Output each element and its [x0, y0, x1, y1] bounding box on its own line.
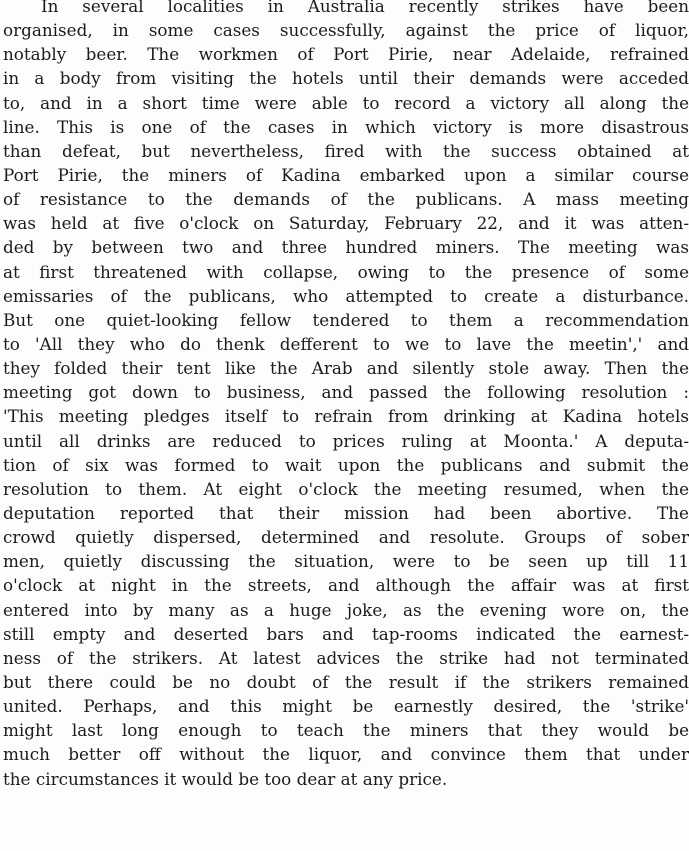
- text-line: to, and in a short time were able to record a victory all along the: [3, 92, 689, 113]
- text-line: they folded their tent like the Arab and silently stole away. Then the: [3, 358, 689, 379]
- text-line: to 'All they who do thenk defferent to we to lave the meetin',' and: [3, 333, 689, 354]
- text-line: the circumstances it would be too dear at any price.: [3, 768, 448, 789]
- text-line: notably beer. The workmen of Port Pirie, near Adelaide, refrained: [3, 44, 689, 65]
- text-line: united. Perhaps, and this might be earnestly desired, the 'strike': [3, 696, 689, 717]
- text-line: In several localities in Australia recently strikes have been: [41, 0, 689, 16]
- text-line: but there could be no doubt of the result if the strikers remained: [3, 671, 689, 692]
- text-line: men, quietly discussing the situation, were to be seen up till 11: [3, 551, 689, 572]
- text-line: deputation reported that their mission had been abortive. The: [3, 502, 689, 523]
- text-line: was held at five o'clock on Saturday, February 22, and it was atten-: [3, 213, 689, 234]
- text-line: o'clock at night in the streets, and although the affair was at first: [3, 575, 689, 596]
- text-line: But one quiet-looking fellow tendered to them a recommendation: [3, 309, 689, 330]
- text-line: tion of six was formed to wait upon the publicans and submit the: [3, 454, 689, 475]
- text-line: in a body from visiting the hotels until their demands were acceded: [3, 68, 689, 89]
- text-line: ded by between two and three hundred miners. The meeting was: [3, 237, 689, 258]
- text-line: Port Pirie, the miners of Kadina embarked upon a similar course: [3, 164, 689, 185]
- text-line: ness of the strikers. At latest advices the strike had not terminated: [3, 647, 689, 668]
- text-line: crowd quietly dispersed, determined and resolute. Groups of sober: [3, 527, 689, 548]
- text-line: of resistance to the demands of the publicans. A mass meeting: [3, 189, 689, 210]
- text-line: organised, in some cases successfully, against the price of liquor,: [3, 20, 689, 41]
- text-line: meeting got down to business, and passed the following resolution :: [3, 382, 689, 403]
- text-line: 'This meeting pledges itself to refrain from drinking at Kadina hotels: [3, 406, 689, 427]
- text-line: at first threatened with collapse, owing to the presence of some: [3, 261, 689, 282]
- article-paragraph: [3, 0, 689, 791]
- text-line: than defeat, but nevertheless, fired with the success obtained at: [3, 140, 689, 161]
- text-line: resolution to them. At eight o'clock the meeting resumed, when the: [3, 478, 689, 499]
- text-line: entered into by many as a huge joke, as the evening wore on, the: [3, 599, 689, 620]
- text-line: emissaries of the publicans, who attempted to create a disturbance.: [3, 285, 689, 306]
- text-line: until all drinks are reduced to prices ruling at Moonta.' A deputa-: [3, 430, 689, 451]
- text-line: still empty and deserted bars and tap-rooms indicated the earnest-: [3, 623, 689, 644]
- text-line: line. This is one of the cases in which victory is more disastrous: [3, 116, 689, 137]
- text-line: much better off without the liquor, and convince them that under: [3, 744, 689, 765]
- text-line: might last long enough to teach the miners that they would be: [3, 720, 689, 741]
